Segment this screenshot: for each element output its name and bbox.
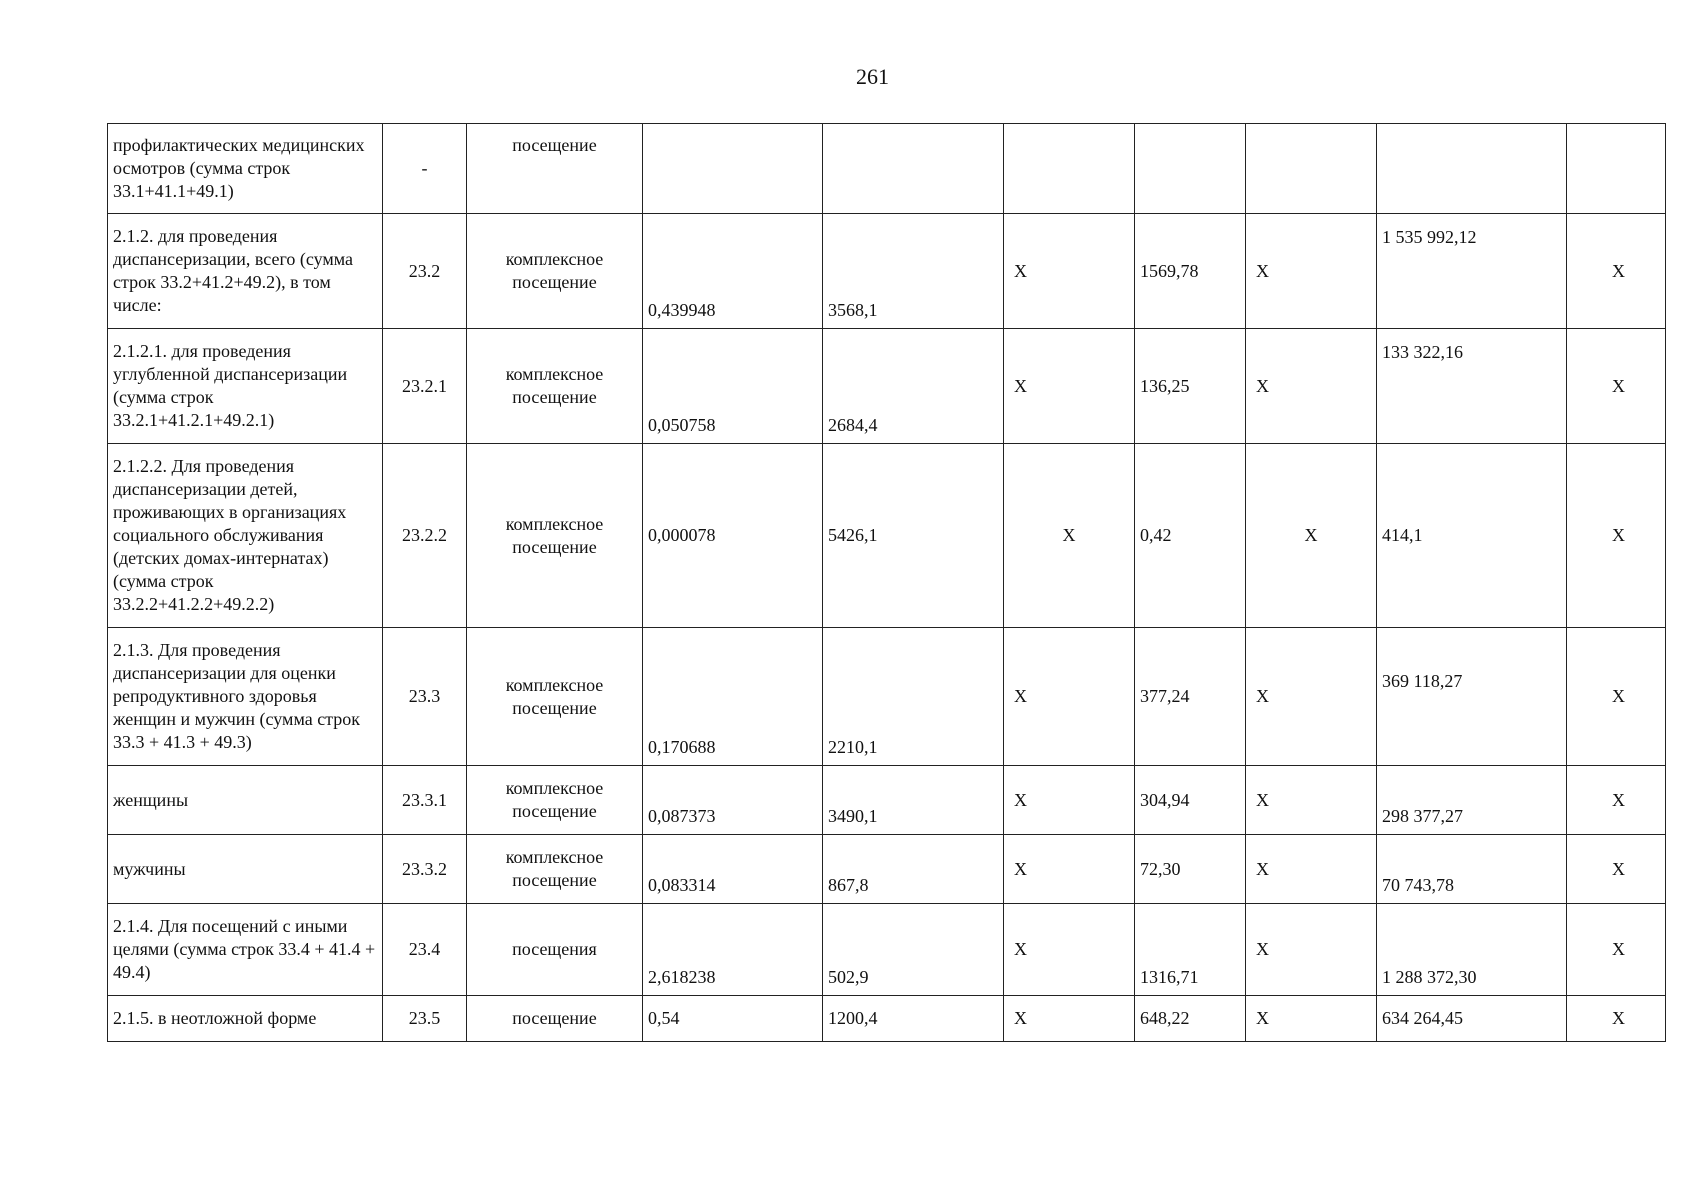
x-mark: X <box>1567 835 1666 904</box>
row-name: женщины <box>108 766 383 835</box>
cell: 5426,1 <box>823 444 1004 628</box>
cell: 648,22 <box>1135 996 1246 1042</box>
row-name: 2.1.3. Для проведения диспансеризации для оценки репродуктивного здоровья женщин и мужчин (сумма строк 33.3 + 41.3 + 49.3) <box>108 628 383 766</box>
cell: 0,000078 <box>643 444 823 628</box>
table-row <box>108 904 1666 996</box>
row-code: - <box>383 124 467 214</box>
cell: 72,30 <box>1135 835 1246 904</box>
table-row <box>108 628 1666 766</box>
x-mark: X <box>1567 444 1666 628</box>
row-code: 23.3.1 <box>383 766 467 835</box>
x-mark: X <box>1004 329 1135 444</box>
cell: 3568,1 <box>823 214 1004 329</box>
cell: 136,25 <box>1135 329 1246 444</box>
cell: 2,618238 <box>643 904 823 996</box>
x-mark: X <box>1567 904 1666 996</box>
cell: 298 377,27 <box>1377 766 1567 835</box>
cell: 304,94 <box>1135 766 1246 835</box>
row-code: 23.2 <box>383 214 467 329</box>
x-mark: X <box>1567 329 1666 444</box>
cell: 1200,4 <box>823 996 1004 1042</box>
x-mark: X <box>1246 904 1377 996</box>
x-mark: X <box>1246 766 1377 835</box>
x-mark: X <box>1567 996 1666 1042</box>
row-code: 23.3 <box>383 628 467 766</box>
cell: 133 322,16 <box>1377 329 1567 444</box>
cell: 0,087373 <box>643 766 823 835</box>
cell <box>1135 124 1246 214</box>
row-name: 2.1.2.2. Для проведения диспансеризации детей, проживающих в организациях социального обслуживания (детских домах-интернатах) (сумма строк 33.2.2+41.2.2+49.2.2) <box>108 444 383 628</box>
row-unit: комплексное посещение <box>467 444 643 628</box>
row-name: мужчины <box>108 835 383 904</box>
cell <box>643 124 823 214</box>
table-row <box>108 766 1666 835</box>
x-mark: X <box>1004 996 1135 1042</box>
row-unit: посещения <box>467 904 643 996</box>
cell: 414,1 <box>1377 444 1567 628</box>
row-code: 23.3.2 <box>383 835 467 904</box>
cell: 502,9 <box>823 904 1004 996</box>
data-table <box>107 123 1666 1042</box>
cell <box>1004 124 1135 214</box>
cell: 867,8 <box>823 835 1004 904</box>
cell <box>1246 124 1377 214</box>
x-mark: X <box>1004 835 1135 904</box>
x-mark: X <box>1246 996 1377 1042</box>
table-row <box>108 835 1666 904</box>
row-unit: посещение <box>467 124 643 214</box>
table-row <box>108 214 1666 329</box>
cell: 3490,1 <box>823 766 1004 835</box>
cell <box>823 124 1004 214</box>
cell <box>1377 124 1567 214</box>
cell: 70 743,78 <box>1377 835 1567 904</box>
cell: 1569,78 <box>1135 214 1246 329</box>
x-mark: X <box>1004 766 1135 835</box>
cell: 634 264,45 <box>1377 996 1567 1042</box>
cell: 1 288 372,30 <box>1377 904 1567 996</box>
row-code: 23.2.1 <box>383 329 467 444</box>
x-mark: X <box>1567 628 1666 766</box>
row-code: 23.4 <box>383 904 467 996</box>
row-unit: комплексное посещение <box>467 214 643 329</box>
x-mark: X <box>1246 329 1377 444</box>
row-name: 2.1.2.1. для проведения углубленной диспансеризации (сумма строк 33.2.1+41.2.1+49.2.1) <box>108 329 383 444</box>
row-code: 23.5 <box>383 996 467 1042</box>
cell: 0,170688 <box>643 628 823 766</box>
row-unit: комплексное посещение <box>467 329 643 444</box>
table-row <box>108 996 1666 1042</box>
row-unit: посещение <box>467 996 643 1042</box>
row-name: профилактических медицинских осмотров (сумма строк 33.1+41.1+49.1) <box>108 124 383 214</box>
row-name: 2.1.5. в неотложной форме <box>108 996 383 1042</box>
cell: 377,24 <box>1135 628 1246 766</box>
cell: 1 535 992,12 <box>1377 214 1567 329</box>
x-mark: X <box>1004 214 1135 329</box>
cell: 0,54 <box>643 996 823 1042</box>
cell <box>1567 124 1666 214</box>
x-mark: X <box>1246 835 1377 904</box>
x-mark: X <box>1567 214 1666 329</box>
row-name: 2.1.2. для проведения диспансеризации, всего (сумма строк 33.2+41.2+49.2), в том числе: <box>108 214 383 329</box>
cell: 369 118,27 <box>1377 628 1567 766</box>
row-unit: комплексное посещение <box>467 628 643 766</box>
cell: 1316,71 <box>1135 904 1246 996</box>
x-mark: X <box>1567 766 1666 835</box>
x-mark: X <box>1246 628 1377 766</box>
cell: 2684,4 <box>823 329 1004 444</box>
x-mark: X <box>1004 904 1135 996</box>
table-row <box>108 329 1666 444</box>
x-mark: X <box>1246 444 1377 628</box>
table-row <box>108 444 1666 628</box>
row-unit: комплексное посещение <box>467 766 643 835</box>
cell: 0,439948 <box>643 214 823 329</box>
cell: 0,083314 <box>643 835 823 904</box>
cell: 0,42 <box>1135 444 1246 628</box>
cell: 0,050758 <box>643 329 823 444</box>
page-number: 261 <box>856 64 889 89</box>
row-code: 23.2.2 <box>383 444 467 628</box>
cell: 2210,1 <box>823 628 1004 766</box>
x-mark: X <box>1004 444 1135 628</box>
x-mark: X <box>1004 628 1135 766</box>
row-unit: комплексное посещение <box>467 835 643 904</box>
row-name: 2.1.4. Для посещений с иными целями (сумма строк 33.4 + 41.4 + 49.4) <box>108 904 383 996</box>
table-row <box>108 124 1666 214</box>
x-mark: X <box>1246 214 1377 329</box>
